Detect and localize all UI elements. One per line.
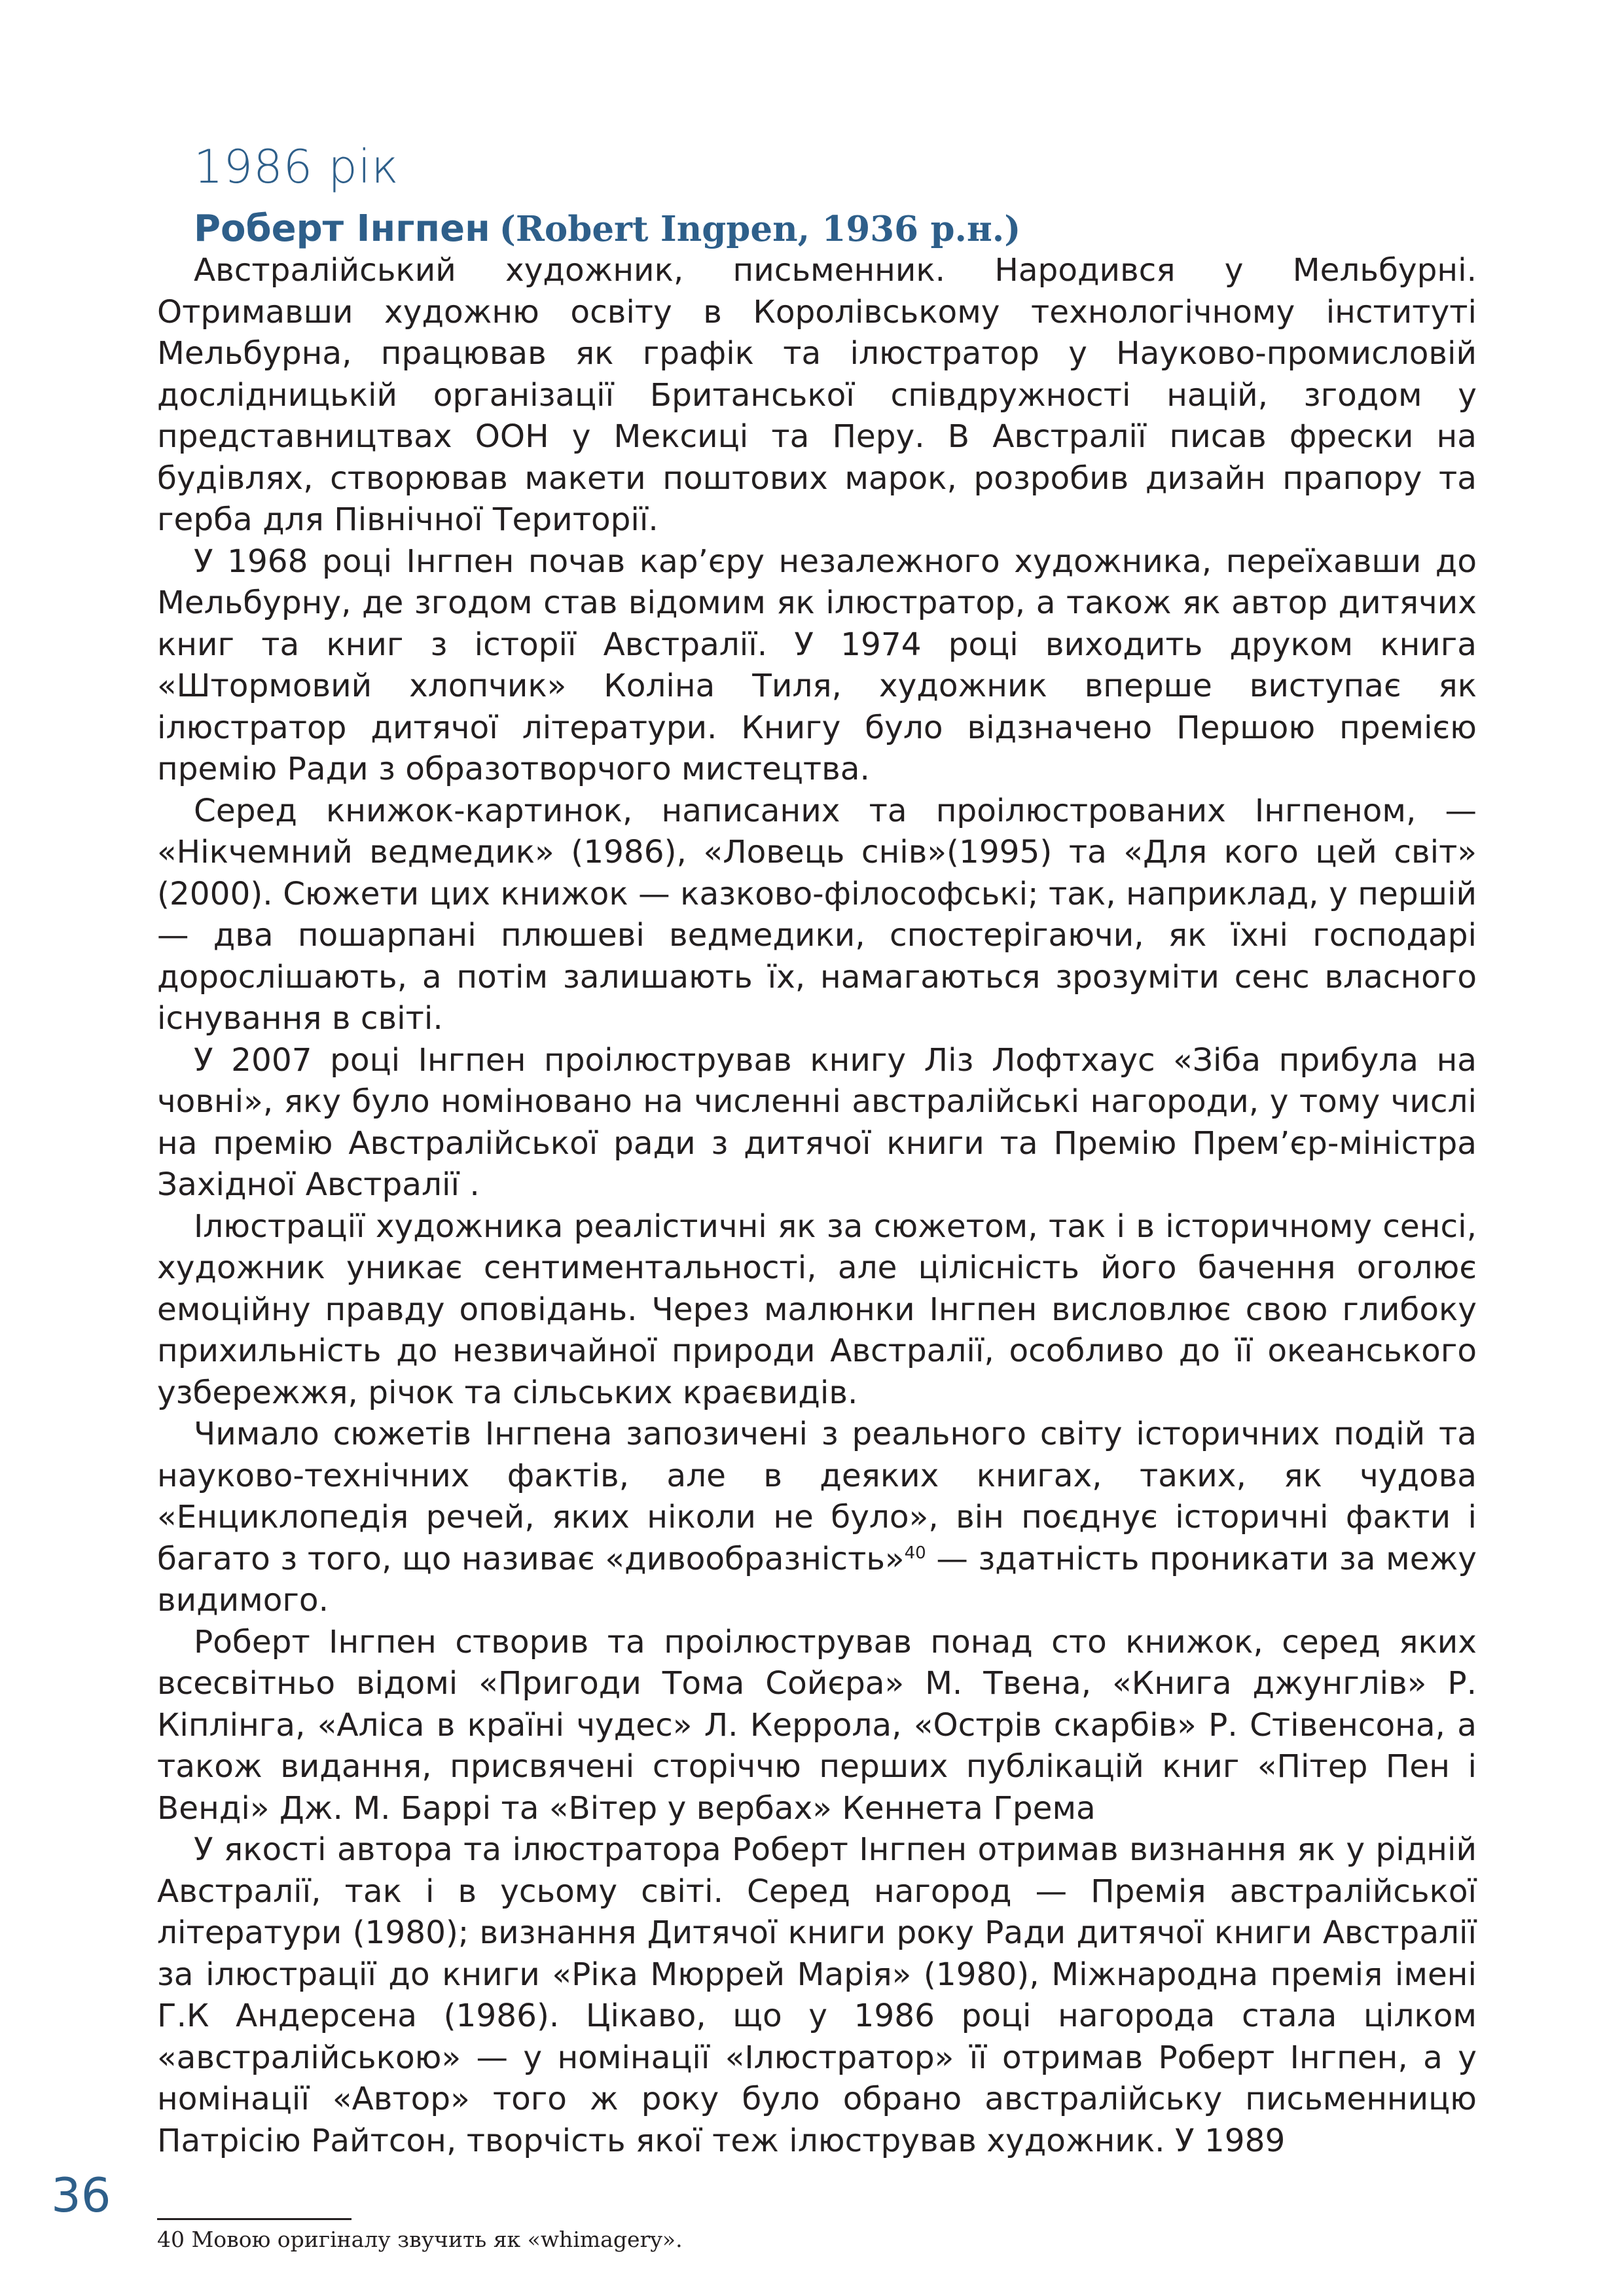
footnote-divider (157, 2218, 352, 2220)
paragraph: У 1968 році Інгпен почав кар’єру незалежного художника, переїхавши до Мельбурну, де згодом став відомим як ілюстратор, а також як автор дитячих книг та книг з історії Австралії. У 1974 році виходить друком книга «Штормовий хлопчик» Коліна Тиля, художник вперше виступає як ілюстратор дитячої літератури. Книгу було відзначено Першою премією премію Ради з образотворчого мистецтва. (157, 543, 1477, 787)
artist-name-heading (194, 207, 1021, 250)
paragraph-with-footnote (157, 1414, 1477, 1622)
paragraph: Ілюстрації художника реалістичні як за сюжетом, так і в історичному сенсі, художник уникає сентиментальності, але цілісність його бачення оголює емоційну правду оповідань. Через малюнки Інгпен висловлює свою глибоку прихильність до незвичайної природи Австралії, особливо до її океанського узбережжя, річок та сільських краєвидів. (157, 1208, 1477, 1411)
paragraph: У 2007 році Інгпен проілюстрував книгу Ліз Лофтхаус «Зіба прибула на човні», яку було номіновано на численні австралійські нагороди, у тому числі на премію Австралійської ради з дитячої книги та Премію Прем’єр-міністра Західної Австралії . (157, 1041, 1477, 1203)
footnote-reference[interactable]: 40 (904, 1543, 926, 1563)
artist-original-name: (Robert Ingpen, 1936 р.н.) (499, 209, 1021, 249)
paragraph: У якості автора та ілюстратора Роберт Інгпен отримав визнання як у рідній Австралії, так і в усьому світі. Серед нагород — Премія австралійської літератури (1980); визнання Дитячої книги року Ради дитячої книги Австралії за ілюстрації до книги «Ріка Мюррей Марія» (1980), Міжнародна премія імені Г.К Андерсена (1986). Цікаво, що у 1986 році нагорода стала цілком «австралійською» — у номінації «Ілюстратор» її отримав Роберт Інгпен, а у номінації «Автор» того ж року було обрано австралійську письменницю Патрісію Райтсон, творчість якої теж ілюстрував художник. У 1989 (157, 1831, 1477, 2159)
artist-name: Роберт Інгпен (194, 207, 490, 250)
paragraph-text-tail: — здатність проникати за межу видимого. (157, 1540, 1477, 1619)
paragraph-text: Чимало сюжетів Інгпена запозичені з реального світу історичних подій та науково-технічних фактів, але в деяких книгах, таких, як чудова «Енциклопедія речей, яких ніколи не було», він поєднує історичні факти і багато з того, що називає «дивообразність» (157, 1416, 1477, 1577)
article-body (157, 250, 1477, 2162)
paragraph: Австралійський художник, письменник. Народився у Мельбурні. Отримавши художню освіту в Королівському технологічному інституті Мельбурна, працював як графік та ілюстратор у Науково-промисловій дослідницькій організації Британської співдружності націй, згодом у представництвах ООН у Мексиці та Перу. В Австралії писав фрески на будівлях, створював макети поштових марок, розробив дизайн прапору та герба для Північної Території. (157, 252, 1477, 538)
section-year-heading: 1986 рік (194, 140, 399, 194)
paragraph: Серед книжок-картинок, написаних та проілюстрованих Інгпеном, — «Нікчемний ведмедик» (1986), «Ловець снів»(1995) та «Для кого цей світ» (2000). Сюжети цих книжок — казково-філософські; так, наприклад, у першій — два пошарпані плюшеві ведмедики, спостерігаючи, як їхні господарі дорослішають, а потім залишають їх, намагаються зрозуміти сенс власного існування в світі. (157, 792, 1477, 1037)
paragraph: Роберт Інгпен створив та проілюстрував понад сто книжок, серед яких всесвітньо відомі «Пригоди Тома Сойєра» М. Твена, «Книга джунглів» Р. Кіплінга, «Аліса в країні чудес» Л. Керрола, «Острів скарбів» Р. Стівенсона, а також видання, присвячені сторіччю перших публікацій книг «Пітер Пен і Венді» Дж. М. Баррі та «Вітер у вербах» Кеннета Грема (157, 1623, 1477, 1827)
footnote: 40 Мовою оригіналу звучить як «whimagery». (157, 2227, 683, 2252)
page-number: 36 (51, 2168, 111, 2223)
